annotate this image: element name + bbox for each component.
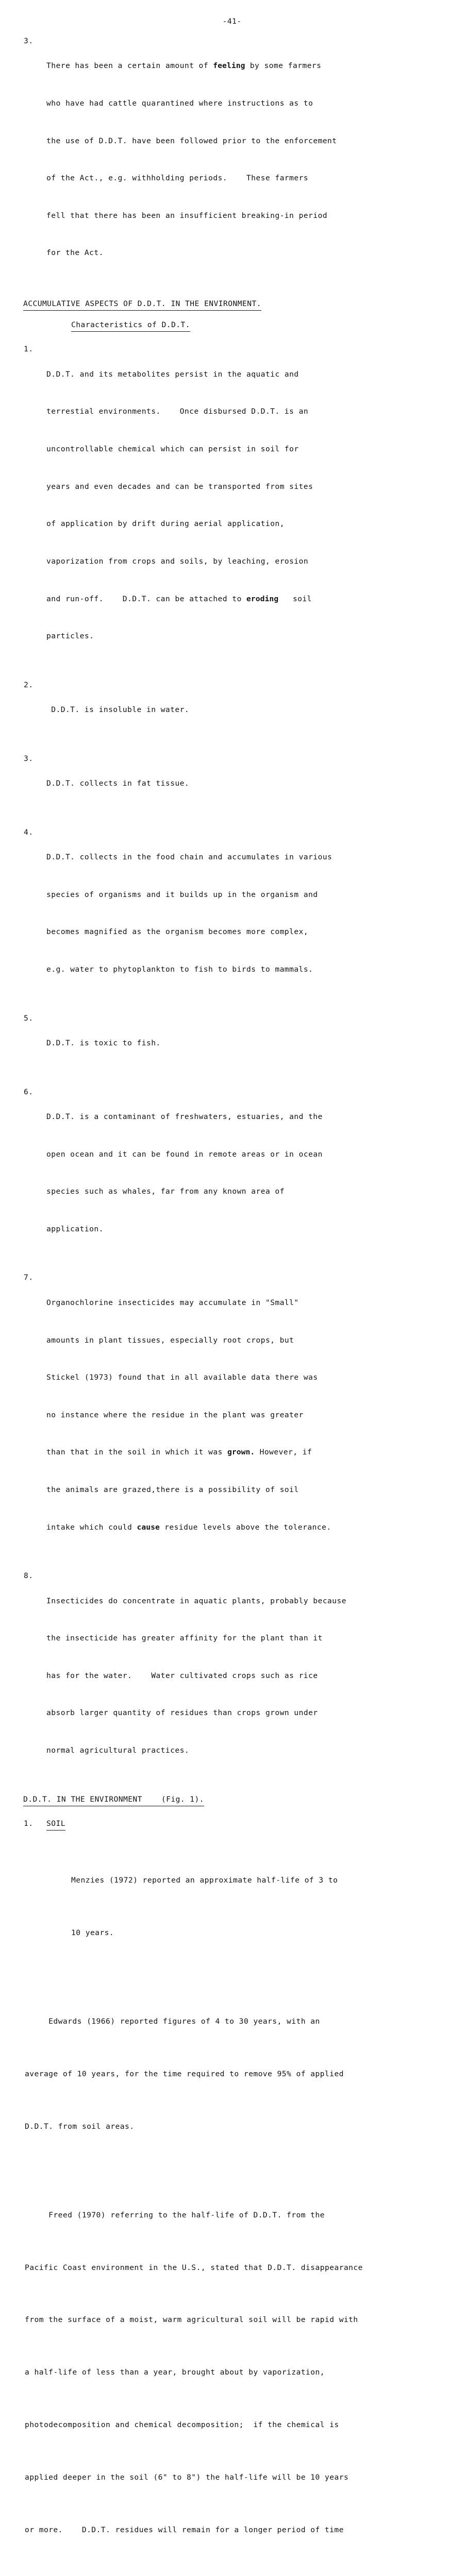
freed-paragraph xyxy=(0,2177,464,2576)
text-line: Pacific Coast environment in the U.S., stated that D.D.T. disappearance xyxy=(25,2263,363,2272)
list-item-number: 1. xyxy=(24,1819,34,1828)
text-line: photodecomposition and chemical decomposition; if the chemical is xyxy=(25,2420,339,2429)
list-item-number: 4. xyxy=(24,827,34,837)
text-line: average of 10 years, for the time required to remove 95% of applied xyxy=(25,2069,344,2078)
list-item-4 xyxy=(0,826,464,1001)
text-line: who have had cattle quarantined where instructions as to xyxy=(46,99,313,108)
text-line: application. xyxy=(46,1224,104,1233)
list-item-8 xyxy=(0,1570,464,1782)
section-heading-text: ACCUMULATIVE ASPECTS OF D.D.T. IN THE ENVIRONMENT. xyxy=(23,298,261,311)
text-line: Edwards (1966) reported figures of 4 to 30 years, with an xyxy=(25,2017,320,2026)
list-item-6 xyxy=(0,1086,464,1261)
text-line: open ocean and it can be found in remote areas or in ocean xyxy=(46,1149,323,1159)
text-line: becomes magnified as the organism becomes more complex, xyxy=(46,927,308,937)
list-item-number: 8. xyxy=(24,1571,34,1581)
list-item-number: 7. xyxy=(24,1273,34,1282)
section-heading-text: D.D.T. IN THE ENVIRONMENT (Fig. 1). xyxy=(23,1793,204,1806)
text-line: D.D.T. and its metabolites persist in the aquatic and xyxy=(46,369,299,379)
text-line: vaporization from crops and soils, by leaching, erosion xyxy=(46,556,308,566)
text-line: D.D.T. collects in the food chain and accumulates in various xyxy=(46,853,333,862)
list-item-text xyxy=(46,1272,464,1558)
text-line: the animals are grazed,there is a possibility of soil xyxy=(46,1485,299,1494)
text-line: than that in the soil in which it was grown. However, if xyxy=(46,1448,312,1457)
list-item-5 xyxy=(0,1012,464,1075)
text-line: years and even decades and can be transported from sites xyxy=(46,482,313,491)
text-line: of application by drift during aerial application, xyxy=(46,519,285,529)
text-line: normal agricultural practices. xyxy=(46,1746,190,1755)
subsection-heading-characteristics xyxy=(0,319,464,332)
list-item-text xyxy=(46,826,464,1001)
list-item-text xyxy=(46,343,464,667)
text-line: particles. xyxy=(46,632,94,641)
text-line: applied deeper in the soil (6" to 8") the half-life will be 10 years xyxy=(25,2472,349,2482)
text-line: There has been a certain amount of feeling by some farmers xyxy=(46,61,322,71)
list-item-text xyxy=(46,35,464,284)
list-item-number: 5. xyxy=(24,1013,34,1023)
text-line: of the Act., e.g. withholding periods. These farmers xyxy=(46,174,308,183)
text-line: D.D.T. is insoluble in water. xyxy=(46,705,190,715)
text-line: or more. D.D.T. residues will remain for a longer period of time xyxy=(25,2525,344,2534)
text-line: the use of D.D.T. have been followed prior to the enforcement xyxy=(46,136,337,145)
text-line: the insecticide has greater affinity for the plant than it xyxy=(46,1634,323,1643)
text-line: absorb larger quantity of residues than crops grown under xyxy=(46,1708,318,1718)
text-line: no instance where the residue in the plant was greater xyxy=(46,1410,304,1419)
text-line: Stickel (1973) found that in all available data there was xyxy=(46,1373,318,1382)
soil-heading-text: SOIL xyxy=(46,1818,65,1831)
text-line: species such as whales, far from any known area of xyxy=(46,1187,285,1196)
list-item-2 xyxy=(0,679,464,741)
list-item-number: 6. xyxy=(24,1087,34,1096)
section-heading-accumulative-aspects xyxy=(0,298,464,311)
menzies-paragraph xyxy=(0,1842,464,1972)
text-line: fell that there has been an insufficient breaking-in period xyxy=(46,211,327,220)
text-line: D.D.T. collects in fat tissue. xyxy=(46,779,190,788)
text-line: terrestial environments. Once disbursed D.D.T. is an xyxy=(46,407,308,416)
soil-title-wrap xyxy=(46,1818,464,1831)
text-line: uncontrollable chemical which can persist in soil for xyxy=(46,445,299,454)
list-item-3b xyxy=(0,753,464,815)
list-item-text xyxy=(46,1086,464,1261)
text-line: D.D.T. is a contaminant of freshwaters, estuaries, and the xyxy=(46,1112,323,1122)
text-line: e.g. water to phytoplankton to fish to birds to mammals. xyxy=(46,965,313,974)
subsection-heading-text: Characteristics of D.D.T. xyxy=(71,319,190,332)
text-line: a half-life of less than a year, brought about by vaporization, xyxy=(25,2368,325,2377)
list-item-number: 2. xyxy=(24,680,34,689)
list-item-7 xyxy=(0,1272,464,1558)
list-item-text xyxy=(46,679,464,741)
text-line: D.D.T. from soil areas. xyxy=(25,2122,135,2131)
text-line: and run-off. D.D.T. can be attached to eroding soil xyxy=(46,594,312,603)
list-item-text xyxy=(46,1570,464,1782)
text-line: Menzies (1972) reported an approximate half-life of 3 to xyxy=(71,1876,338,1885)
text-line: D.D.T. is toxic to fish. xyxy=(46,1039,161,1048)
text-line: amounts in plant tissues, especially root crops, but xyxy=(46,1335,294,1345)
text-line: has for the water. Water cultivated crops such as rice xyxy=(46,1671,318,1680)
text-line: Organochlorine insecticides may accumulate in "Small" xyxy=(46,1298,299,1307)
text-line: species of organisms and it builds up in the organism and xyxy=(46,890,318,899)
text-line: 10 years. xyxy=(71,1928,114,1937)
page-number: -41- xyxy=(222,17,242,26)
text-line: from the surface of a moist, warm agricultural soil will be rapid with xyxy=(25,2315,358,2325)
section-heading-environment xyxy=(0,1793,464,1806)
list-item-text xyxy=(46,1012,464,1075)
document-body xyxy=(0,35,464,2576)
text-line: intake which could cause residue levels above the tolerance. xyxy=(46,1522,332,1532)
text-line: Freed (1970) referring to the half-life of D.D.T. from the xyxy=(25,2210,325,2219)
edwards-paragraph xyxy=(0,1983,464,2165)
list-item-number: 3. xyxy=(24,754,34,763)
soil-subsection-header xyxy=(0,1818,464,1831)
list-item-1 xyxy=(0,343,464,667)
list-item-number: 3. xyxy=(24,37,34,45)
list-item-number: 1. xyxy=(24,345,34,354)
text-line: for the Act. xyxy=(46,248,104,258)
list-item-text xyxy=(46,753,464,815)
text-line: Insecticides do concentrate in aquatic plants, probably because xyxy=(46,1596,346,1605)
list-item-3 xyxy=(0,35,464,284)
